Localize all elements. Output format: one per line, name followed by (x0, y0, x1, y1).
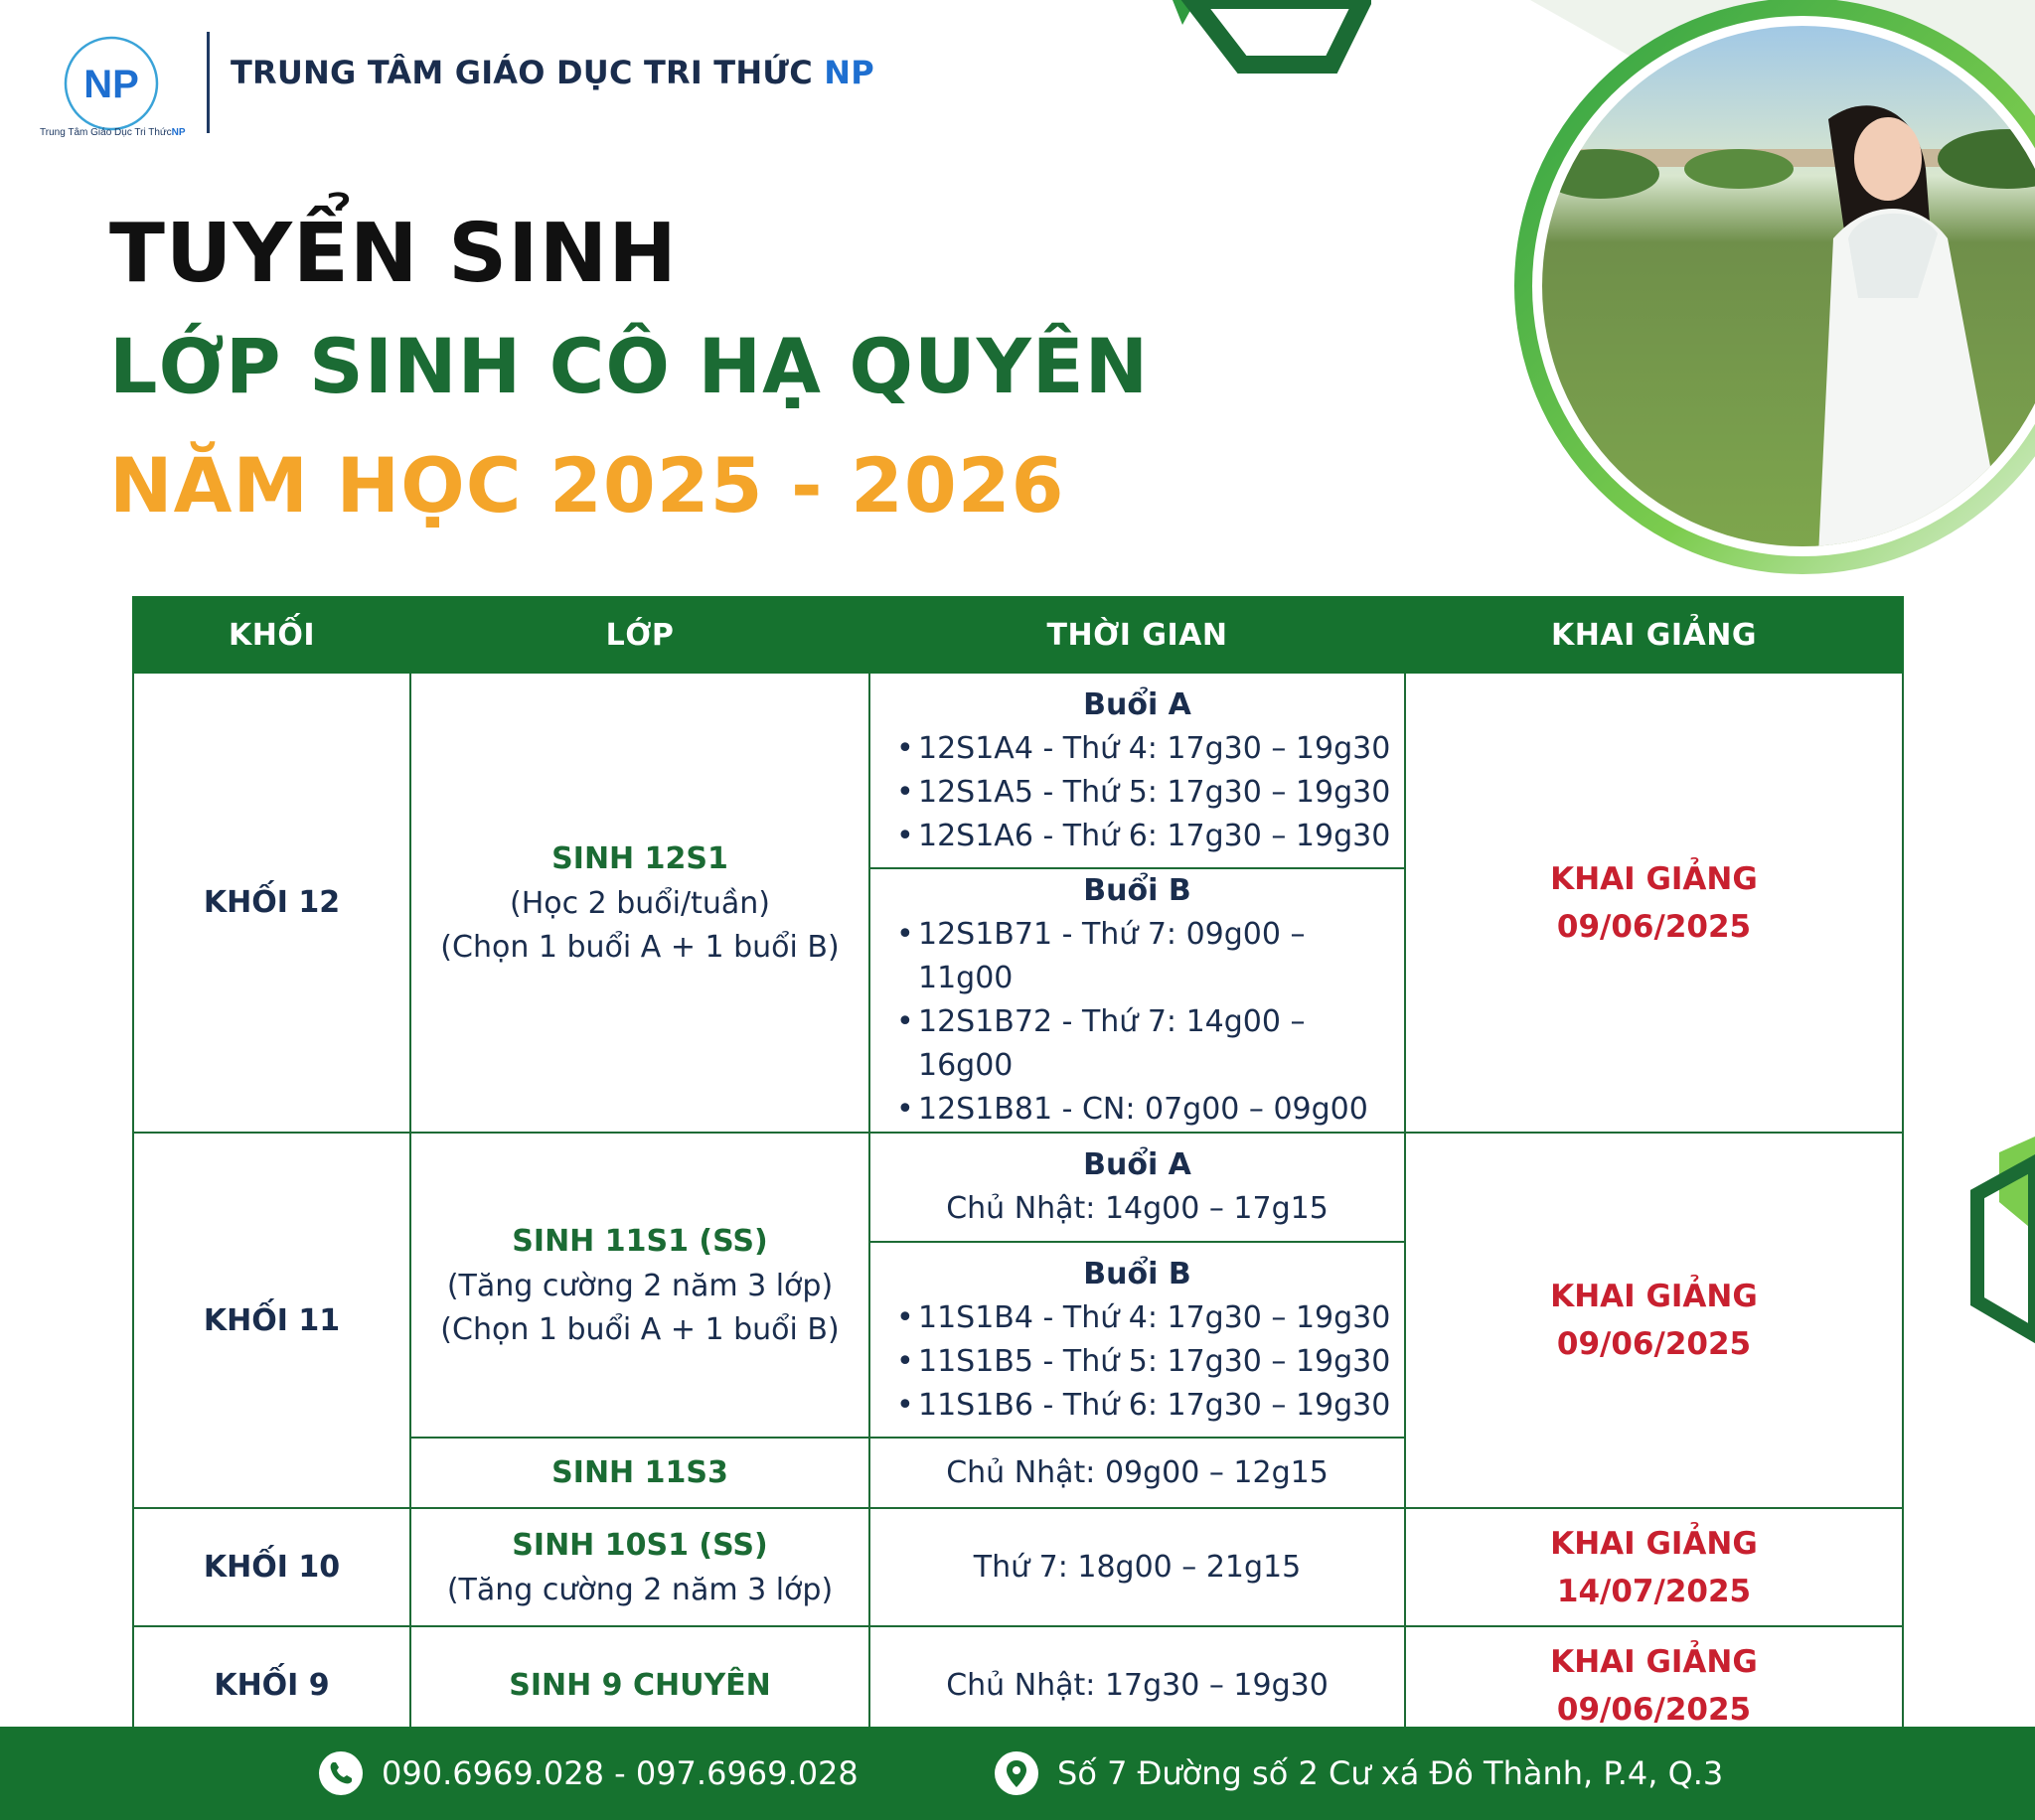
list-item: • 11S1B4 - Thứ 4: 17g30 – 19g30 (896, 1296, 1404, 1340)
session-b-title-12: Buổi B (1083, 873, 1191, 908)
hexagon-decoration-top (1153, 0, 1371, 79)
org-name-text: TRUNG TÂM GIÁO DỤC TRI THỨC (231, 54, 813, 91)
header-grade: KHỐI (133, 597, 410, 673)
list-item: • 12S1A4 - Thứ 4: 17g30 – 19g30 (896, 727, 1404, 771)
schedule-table (132, 596, 1904, 1745)
class-note-10-1: (Tăng cường 2 năm 3 lớp) (446, 1572, 834, 1607)
np-logo-icon (62, 34, 161, 133)
time-11s3-text: Chủ Nhật: 09g00 – 12g15 (946, 1454, 1329, 1490)
class-cell-11 (410, 1133, 869, 1438)
session-b-title-11: Buổi B (1083, 1256, 1191, 1291)
list-item: • 12S1B72 - Thứ 7: 14g00 – 16g00 (896, 1000, 1404, 1088)
header-opening: KHAI GIẢNG (1405, 597, 1903, 673)
header-time: THỜI GIAN (869, 597, 1405, 673)
time-10 (869, 1508, 1405, 1626)
grade-12: KHỐI 12 (133, 673, 410, 1133)
session-b-12 (869, 868, 1405, 1133)
session-b-11 (869, 1242, 1405, 1438)
grade-11: KHỐI 11 (133, 1133, 410, 1508)
session-a-11 (869, 1133, 1405, 1242)
table-row-k10 (133, 1508, 1903, 1626)
header-divider (207, 32, 210, 133)
class-name-10: SINH 10S1 (SS) (512, 1527, 768, 1563)
list-item: • 12S1A5 - Thứ 5: 17g30 – 19g30 (896, 771, 1404, 815)
session-a-time-11: Chủ Nhật: 14g00 – 17g15 (946, 1191, 1329, 1226)
teacher-photo (1451, 0, 2035, 596)
table-row-k12-a (133, 673, 1903, 868)
title-school-year: NĂM HỌC 2025 - 2026 (109, 441, 1065, 530)
table-row-k11-a (133, 1133, 1903, 1242)
session-a-title-11: Buổi A (1083, 1147, 1191, 1182)
logo-caption-text: Trung Tâm Giáo Dục Tri Thức (40, 127, 172, 138)
opening-date-10: 14/07/2025 (1556, 1573, 1752, 1609)
list-item: • 12S1B81 - CN: 07g00 – 09g00 (896, 1088, 1404, 1132)
class-name-11: SINH 11S1 (SS) (512, 1223, 768, 1259)
opening-label-9: KHAI GIẢNG (1550, 1643, 1758, 1680)
footer-address[interactable] (994, 1727, 1723, 1820)
title-class: LỚP SINH CÔ HẠ QUYÊN (109, 322, 1150, 410)
hexagon-decoration-right (1959, 1123, 2035, 1361)
list-item: • 12S1A6 - Thứ 6: 17g30 – 19g30 (896, 815, 1404, 858)
list-item: • 11S1B6 - Thứ 6: 17g30 – 19g30 (896, 1384, 1404, 1428)
session-a-title-12: Buổi A (1083, 686, 1191, 722)
table-header-row (133, 597, 1903, 673)
class-cell-12 (410, 673, 869, 1133)
class-name-11s3: SINH 11S3 (551, 1454, 728, 1490)
time-9-text: Chủ Nhật: 17g30 – 19g30 (946, 1667, 1329, 1703)
opening-date-11: 09/06/2025 (1556, 1326, 1752, 1362)
list-item: • 12S1B71 - Thứ 7: 09g00 – 11g00 (896, 913, 1404, 1000)
opening-date-12: 09/06/2025 (1556, 908, 1752, 945)
time-11s3 (869, 1438, 1405, 1508)
class-note-11-1: (Tăng cường 2 năm 3 lớp) (446, 1268, 834, 1303)
grade-10: KHỐI 10 (133, 1508, 410, 1626)
logo-text: NP (83, 63, 139, 106)
footer-address-text: Số 7 Đường số 2 Cư xá Đô Thành, P.4, Q.3 (1057, 1754, 1724, 1792)
opening-label-10: KHAI GIẢNG (1550, 1525, 1758, 1562)
session-a-12 (869, 673, 1405, 868)
opening-label-11: KHAI GIẢNG (1550, 1279, 1758, 1314)
logo-caption (40, 127, 186, 138)
footer-phone[interactable] (318, 1727, 859, 1820)
header-class: LỚP (410, 597, 869, 673)
time-10-text: Thứ 7: 18g00 – 21g15 (973, 1549, 1302, 1585)
org-name (231, 54, 874, 91)
phone-icon (318, 1750, 364, 1796)
opening-date-9: 09/06/2025 (1556, 1691, 1752, 1728)
class-note-12-1: (Học 2 buổi/tuần) (509, 885, 770, 921)
list-item: • 11S1B5 - Thứ 5: 17g30 – 19g30 (896, 1340, 1404, 1384)
opening-cell-11 (1405, 1133, 1903, 1508)
opening-label-12: KHAI GIẢNG (1550, 860, 1758, 897)
footer-phone-text: 090.6969.028 - 097.6969.028 (382, 1754, 859, 1792)
location-pin-icon (994, 1750, 1039, 1796)
class-cell-11s3 (410, 1438, 869, 1508)
class-cell-10 (410, 1508, 869, 1626)
org-brand: NP (824, 54, 874, 91)
class-name-12: SINH 12S1 (551, 840, 728, 876)
footer-bar (0, 1727, 2035, 1820)
title-admission: TUYỂN SINH (109, 207, 678, 301)
grade-9: KHỐI 9 (133, 1626, 410, 1744)
opening-cell-10 (1405, 1508, 1903, 1626)
opening-cell-12 (1405, 673, 1903, 1133)
class-note-12-2: (Chọn 1 buổi A + 1 buổi B) (440, 929, 840, 965)
logo-caption-brand: NP (171, 127, 186, 138)
class-note-11-2: (Chọn 1 buổi A + 1 buổi B) (440, 1311, 840, 1347)
class-name-9: SINH 9 CHUYÊN (509, 1667, 771, 1703)
